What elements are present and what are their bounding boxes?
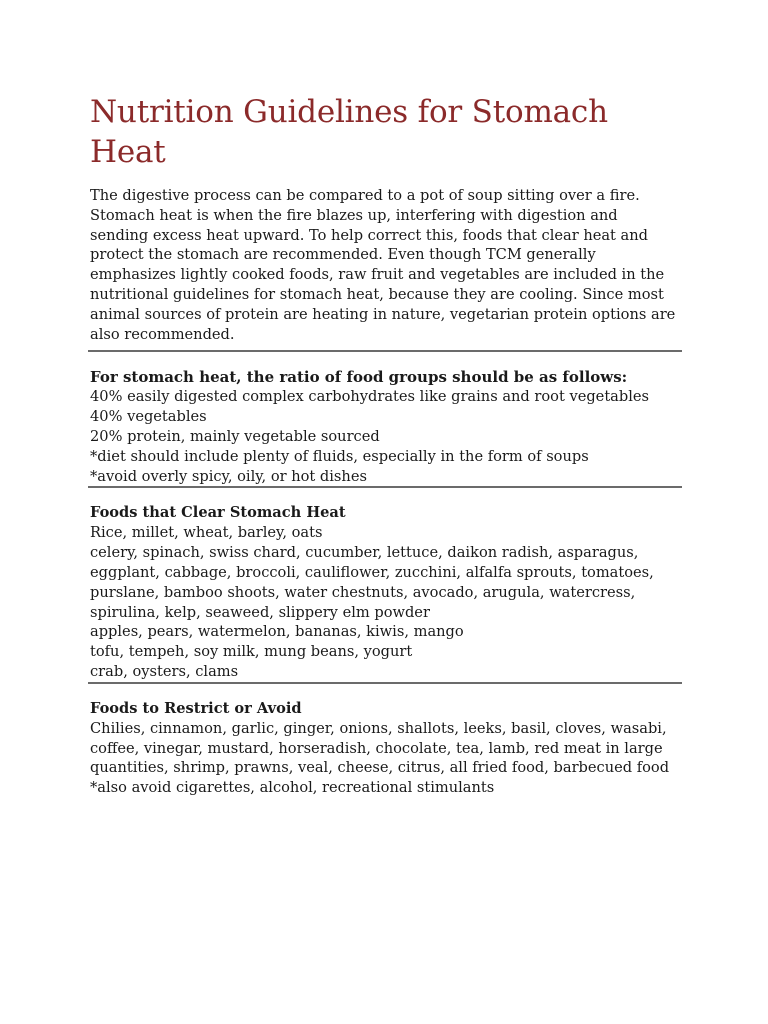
document-page	[90, 92, 680, 798]
clear-heat-line: Rice, millet, wheat, barley, oats	[90, 524, 323, 542]
intro-line: nutritional guidelines for stomach heat, because they are cooling. Since most	[90, 285, 664, 303]
intro-line: emphasizes lightly cooked foods, raw fruit and vegetables are included in the	[90, 266, 665, 284]
intro-line: protect the stomach are recommended. Even though TCM generally	[90, 246, 596, 264]
clear-heat-line: crab, oysters, clams	[90, 662, 239, 680]
avoid-line: *also avoid cigarettes, alcohol, recreational stimulants	[90, 779, 495, 797]
avoid-heading: Foods to Restrict or Avoid	[90, 699, 302, 717]
ratio-line: *avoid overly spicy, oily, or hot dishes	[90, 467, 367, 485]
avoid-section	[90, 684, 680, 798]
intro-line: The digestive process can be compared to a pot of soup sitting over a fire.	[90, 187, 640, 204]
ratio-line: 40% easily digested complex carbohydrates like grains and root vegetables	[90, 388, 650, 406]
intro-paragraph	[90, 186, 680, 344]
clear-heat-line: spirulina, kelp, seaweed, slippery elm powder	[90, 603, 430, 621]
avoid-line: coffee, vinegar, mustard, horseradish, chocolate, tea, lamb, red meat in large	[90, 739, 663, 757]
clear-heat-line: purslane, bamboo shoots, water chestnuts, avocado, arugula, watercress,	[90, 583, 636, 601]
avoid-line: quantities, shrimp, prawns, veal, cheese, citrus, all fried food, barbecued food	[90, 759, 670, 777]
ratio-heading: For stomach heat, the ratio of food groups should be as follows:	[90, 368, 628, 387]
ratio-section	[90, 352, 680, 486]
intro-line: animal sources of protein are heating in nature, vegetarian protein options are	[90, 305, 676, 323]
clear-heat-section	[90, 488, 680, 681]
ratio-line: 20% protein, mainly vegetable sourced	[90, 427, 380, 445]
intro-line: also recommended.	[90, 325, 235, 343]
avoid-line: Chilies, cinnamon, garlic, ginger, onions, shallots, leeks, basil, cloves, wasabi,	[90, 719, 667, 737]
intro-line: sending excess heat upward. To help correct this, foods that clear heat and	[90, 226, 648, 244]
clear-heat-heading: Foods that Clear Stomach Heat	[90, 504, 346, 522]
ratio-line: 40% vegetables	[90, 408, 207, 426]
clear-heat-line: tofu, tempeh, soy milk, mung beans, yogurt	[90, 643, 413, 661]
page-title: Nutrition Guidelines for Stomach Heat	[90, 94, 608, 170]
clear-heat-line: celery, spinach, swiss chard, cucumber, lettuce, daikon radish, asparagus,	[90, 544, 639, 562]
clear-heat-line: apples, pears, watermelon, bananas, kiwis, mango	[90, 623, 464, 641]
ratio-line: *diet should include plenty of fluids, especially in the form of soups	[90, 447, 589, 465]
clear-heat-line: eggplant, cabbage, broccoli, cauliflower, zucchini, alfalfa sprouts, tomatoes,	[90, 563, 654, 581]
intro-line: Stomach heat is when the fire blazes up, interfering with digestion and	[90, 206, 618, 224]
